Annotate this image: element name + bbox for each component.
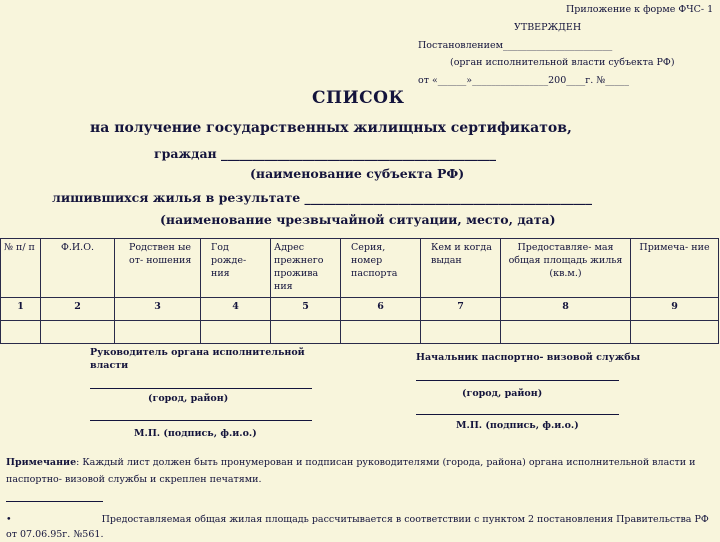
col-header-passport: Серия, номер паспорта [341, 239, 421, 298]
authority-caption: (орган исполнительной власти субъекта РФ) [450, 57, 675, 68]
appendix-label: Приложение к форме ФЧС- 1 [566, 4, 714, 15]
table-cell: 7 [421, 298, 501, 321]
table-row [1, 298, 719, 321]
table-cell: 2 [41, 298, 115, 321]
col-header-note: Примеча- ние [631, 239, 719, 298]
table-cell: 3 [115, 298, 201, 321]
document-title: СПИСОК [312, 88, 405, 108]
right-city-caption: (город, район) [462, 388, 543, 399]
left-signature-line-2 [90, 420, 312, 421]
citizens-table [0, 238, 719, 344]
document-heading: на получение государственных жилищных сертификатов, [90, 120, 572, 136]
col-header-number: № п/ п [1, 239, 41, 298]
col-header-address: Адрес прежнего прожива ния [271, 239, 341, 298]
resolution-line: Постановлением_______________________ [418, 40, 613, 51]
right-stamp-caption: М.П. (подпись, ф.и.о.) [456, 420, 579, 431]
citizens-line: граждан ____________________________________________ [154, 146, 497, 161]
emergency-caption: (наименование чрезвычайной ситуации, место, дата) [160, 212, 556, 227]
footnote-separator [6, 501, 103, 502]
approved-label: УТВЕРЖДЕН [514, 22, 582, 33]
table-cell: 6 [341, 298, 421, 321]
col-header-area: Предоставляе- мая общая площадь жилья (кв.м.) [501, 239, 631, 298]
table-cell: 9 [631, 298, 719, 321]
col-header-name: Ф.И.О. [41, 239, 115, 298]
col-header-birth-year: Год рожде- ния [201, 239, 271, 298]
footnote-paragraph [6, 512, 712, 542]
table-cell: 8 [501, 298, 631, 321]
left-stamp-caption: М.П. (подпись, ф.и.о.) [134, 428, 257, 439]
table-row-empty [1, 321, 719, 344]
left-signature-line [90, 388, 312, 389]
right-signature-line [416, 380, 619, 381]
table-cell: 5 [271, 298, 341, 321]
note-text: : Каждый лист должен быть пронумерован и подписан руководителями (города, района) органа исполнительной власти и паспортно- визовой службы и скреплен печатями. [6, 457, 696, 485]
note-label: Примечание [6, 457, 77, 468]
date-number-line: от «______»________________200____г. №_____ [418, 75, 630, 86]
col-header-issued: Кем и когда выдан [421, 239, 501, 298]
bullet-icon: • [6, 514, 12, 525]
table-cell: 1 [1, 298, 41, 321]
note-paragraph [6, 454, 712, 488]
left-city-caption: (город, район) [148, 393, 229, 404]
footnote-text: Предоставляемая общая жилая площадь рассчитывается в соответствии с пунктом 2 постановления Правительства РФ от 07.06.95г. №561. [6, 514, 709, 540]
deprived-line: лишившихся жилья в результате ______________________________________________ [52, 190, 593, 205]
col-header-relation: Родствен ые от- ношения [115, 239, 201, 298]
table-cell: 4 [201, 298, 271, 321]
left-signature-title: Руководитель органа исполнительной власти [90, 347, 305, 371]
subject-caption: (наименование субъекта РФ) [250, 166, 465, 181]
right-signature-title: Начальник паспортно- визовой службы [416, 352, 641, 363]
table-header-row [1, 239, 719, 298]
right-signature-line-2 [416, 414, 619, 415]
